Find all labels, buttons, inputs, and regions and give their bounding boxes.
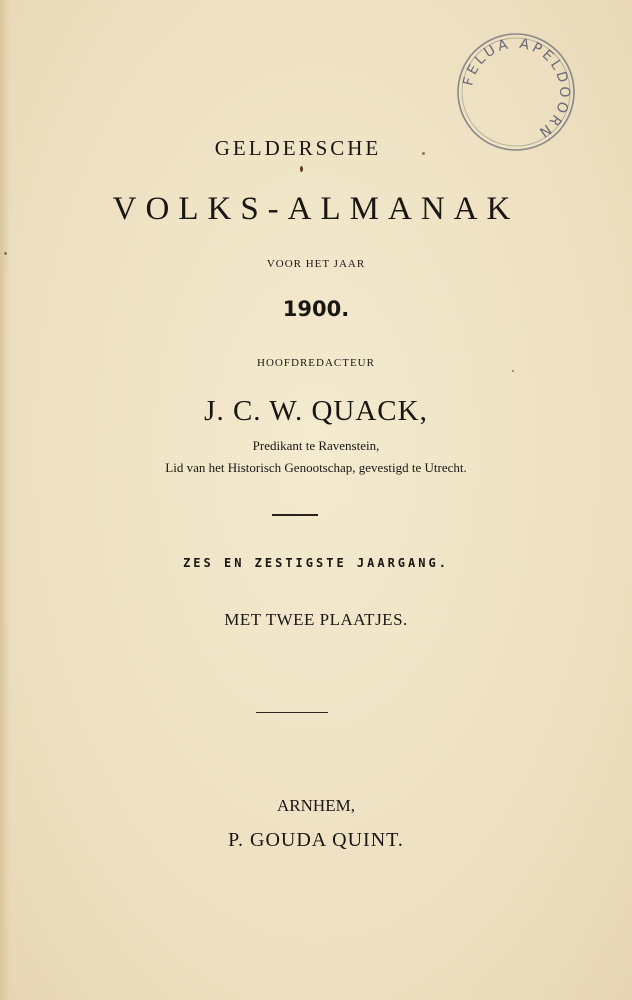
paper-speck [4,252,7,255]
svg-text:FELUA APELDOORN: FELUA APELDOORN [460,35,573,142]
editor-label: HOOFDREDACTEUR [257,357,375,369]
edition: ZES EN ZESTIGSTE JAARGANG. [183,556,449,570]
editor-membership: Lid van het Historisch Genootschap, gevestigd te Utrecht. [165,460,467,475]
library-stamp [452,28,580,156]
voor-het-jaar: VOOR HET JAAR [266,258,366,270]
paper-speck [300,166,303,172]
title-line-1-text: GELDERSCHE [214,136,382,160]
imprint-city: ARNHEM, [277,796,355,815]
editor-name: J. C. W. QUACK, [204,395,428,427]
paper-speck [512,370,514,372]
editor-role: Predikant te Ravenstein, [252,438,380,453]
paper-speck [422,152,425,155]
divider-rule-2 [256,712,328,713]
divider-rule-1 [272,514,318,516]
year: 1900. [282,297,350,321]
plates-note: MET TWEE PLAATJES. [224,610,408,629]
imprint-publisher: P. GOUDA QUINT. [228,829,404,851]
title-line-2: VOLKS-ALMANAK [112,191,520,227]
